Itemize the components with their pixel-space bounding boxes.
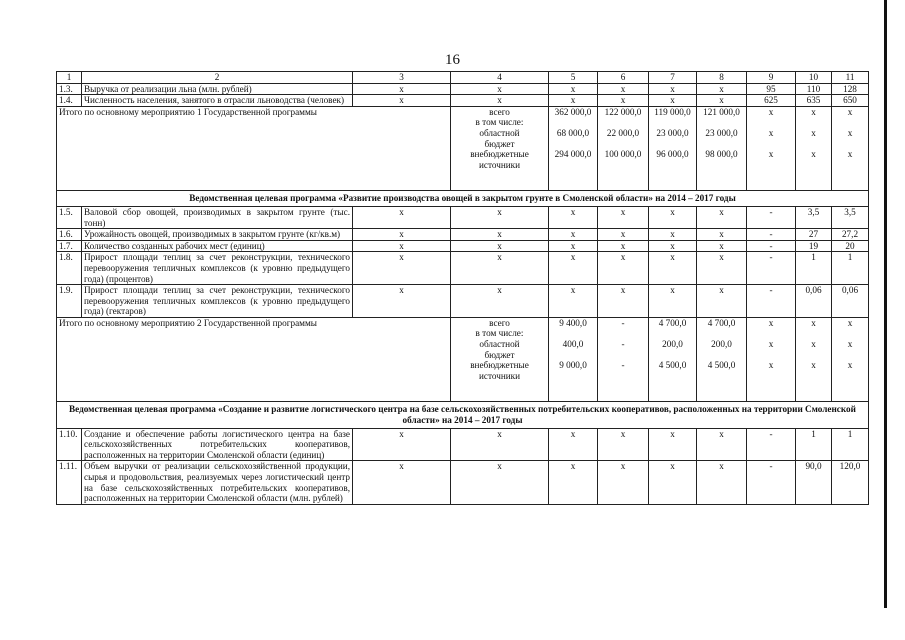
total-line <box>834 328 866 339</box>
total-line <box>834 117 866 128</box>
value-cell: х <box>697 285 747 318</box>
total-value <box>649 317 697 402</box>
value-cell: х <box>549 461 598 504</box>
total-line <box>749 350 793 361</box>
total-line <box>834 139 866 150</box>
total-value <box>549 106 598 191</box>
header-cell: 4 <box>451 72 549 84</box>
total-line <box>600 117 646 128</box>
total-line <box>651 350 694 361</box>
total-line <box>551 139 595 150</box>
table-row <box>57 285 869 318</box>
total-line <box>600 350 646 361</box>
value-cell: х <box>649 285 697 318</box>
total-value <box>549 317 598 402</box>
total-line: источники <box>478 370 521 381</box>
value-cell: х <box>549 83 598 95</box>
funding-source <box>451 106 549 191</box>
total-label: Итого по основному мероприятию 2 Государственной программы <box>57 317 451 402</box>
total-line <box>651 139 694 150</box>
total-line <box>699 350 744 361</box>
header-cell: 10 <box>796 72 832 84</box>
total-line: 200,0 <box>662 339 683 350</box>
total-line <box>699 371 744 382</box>
total-row <box>57 317 869 402</box>
value-cell: х <box>549 229 598 241</box>
total-line: х <box>811 106 816 117</box>
header-cell: 8 <box>697 72 747 84</box>
total-line: 68 000,0 <box>556 127 590 138</box>
value-cell: 1 <box>832 428 869 461</box>
value-cell: 635 <box>796 95 832 107</box>
total-line: 23 000,0 <box>705 127 738 138</box>
table-row <box>57 252 869 285</box>
total-line: х <box>847 149 853 160</box>
value-cell: х <box>649 428 697 461</box>
total-line: всего <box>489 317 510 328</box>
value-cell: - <box>747 285 796 318</box>
value-cell: х <box>451 461 549 504</box>
total-line <box>699 117 744 128</box>
header-cell: 5 <box>549 72 598 84</box>
value-cell: 1 <box>796 428 832 461</box>
table-row <box>57 461 869 504</box>
value-cell: 0,06 <box>796 285 832 318</box>
value-cell: х <box>697 95 747 107</box>
value-cell: 625 <box>747 95 796 107</box>
value-cell: х <box>649 206 697 228</box>
value-cell: х <box>353 428 451 461</box>
value-cell: х <box>549 252 598 285</box>
total-line: х <box>768 360 774 371</box>
value-cell: х <box>598 206 649 228</box>
total-line <box>551 328 595 339</box>
total-line <box>834 350 866 361</box>
total-line <box>798 371 829 382</box>
funding-source <box>451 317 549 402</box>
value-cell: 650 <box>832 95 869 107</box>
value-cell: х <box>549 95 598 107</box>
total-line: 4 500,0 <box>707 360 736 371</box>
total-line: всего <box>489 106 510 117</box>
table-row <box>57 240 869 252</box>
total-value <box>747 106 796 191</box>
total-line <box>651 117 694 128</box>
indicator-name: Валовой сбор овощей, производимых в закрытом грунте (тыс. тонн) <box>82 206 353 228</box>
value-cell: х <box>353 285 451 318</box>
value-cell: 90,0 <box>796 461 832 504</box>
value-cell: х <box>598 240 649 252</box>
row-number: 1.5. <box>57 206 82 228</box>
total-line: 96 000,0 <box>656 149 689 160</box>
value-cell: х <box>697 229 747 241</box>
value-cell: х <box>353 206 451 228</box>
total-line: х <box>847 106 853 117</box>
total-line: 200,0 <box>711 339 732 350</box>
value-cell: х <box>353 83 451 95</box>
total-line: х <box>847 360 853 371</box>
total-line: 119 000,0 <box>654 106 691 117</box>
total-row <box>57 106 869 191</box>
value-cell: х <box>598 252 649 285</box>
total-line <box>749 328 793 339</box>
total-line: х <box>847 127 853 138</box>
section-row <box>57 191 869 207</box>
row-number: 1.10. <box>57 428 82 461</box>
total-line: 9 000,0 <box>559 360 587 371</box>
total-line: 4 700,0 <box>707 317 736 328</box>
total-line <box>551 350 595 361</box>
value-cell: 110 <box>796 83 832 95</box>
row-number: 1.3. <box>57 83 82 95</box>
total-line: 362 000,0 <box>554 106 592 117</box>
total-line: источники <box>478 159 521 170</box>
value-cell: х <box>451 83 549 95</box>
value-cell: х <box>649 252 697 285</box>
table-row <box>57 95 869 107</box>
value-cell: 0,06 <box>832 285 869 318</box>
value-cell: - <box>747 428 796 461</box>
row-number: 1.8. <box>57 252 82 285</box>
value-cell: 120,0 <box>832 461 869 504</box>
value-cell: х <box>451 285 549 318</box>
value-cell: х <box>649 95 697 107</box>
total-line <box>699 160 744 171</box>
indicator-name: Количество созданных рабочих мест (единиц) <box>82 240 353 252</box>
value-cell: 1 <box>832 252 869 285</box>
value-cell: 20 <box>832 240 869 252</box>
total-value <box>598 317 649 402</box>
total-line: х <box>847 317 853 328</box>
total-value <box>832 317 869 402</box>
total-line <box>798 160 829 171</box>
value-cell: х <box>649 229 697 241</box>
header-cell: 1 <box>57 72 82 84</box>
total-line <box>798 328 829 339</box>
total-line: в том числе: <box>475 328 524 339</box>
total-line: х <box>768 317 774 328</box>
total-value <box>697 106 747 191</box>
row-number: 1.4. <box>57 95 82 107</box>
total-line <box>699 139 744 150</box>
total-line: 23 000,0 <box>656 127 689 138</box>
section-title-3: Ведомственная целевая программа «Создание и развитие логистического центра на базе сельскохозяйственных потребительских кооперативов, расположенных на территории Смоленской области» на 2014 – 2017 годы <box>57 402 869 428</box>
indicator-name: Объем выручки от реализации сельскохозяйственной продукции, сырья и продовольствия, реализуемых через логистический центр на базе сельскохозяйственных потребительских кооперативов, расположенных на территории Смоленской области (млн. рублей) <box>82 461 353 504</box>
table-row <box>57 83 869 95</box>
value-cell: х <box>649 83 697 95</box>
total-line <box>699 328 744 339</box>
header-row <box>57 72 869 84</box>
value-cell: х <box>697 461 747 504</box>
total-line: 100 000,0 <box>604 149 642 160</box>
value-cell: х <box>697 83 747 95</box>
value-cell: х <box>598 285 649 318</box>
total-line: х <box>811 339 816 350</box>
total-line <box>651 371 694 382</box>
value-cell: 3,5 <box>832 206 869 228</box>
total-value <box>697 317 747 402</box>
indicator-name: Создание и обеспечение работы логистического центра на базе сельскохозяйственных потребительских кооперативов, расположенных на территории Смоленской области (единиц) <box>82 428 353 461</box>
total-line <box>834 160 866 171</box>
header-cell: 3 <box>353 72 451 84</box>
value-cell: х <box>549 206 598 228</box>
header-cell: 2 <box>82 72 353 84</box>
total-line: х <box>811 127 816 138</box>
total-line <box>600 139 646 150</box>
total-line: 294 000,0 <box>554 149 592 160</box>
value-cell: х <box>451 229 549 241</box>
value-cell: х <box>451 252 549 285</box>
total-line: 121 000,0 <box>703 106 740 117</box>
value-cell: х <box>697 252 747 285</box>
value-cell: - <box>747 461 796 504</box>
total-line: х <box>768 127 774 138</box>
total-line <box>798 117 829 128</box>
value-cell: х <box>697 206 747 228</box>
value-cell: х <box>353 240 451 252</box>
total-line: х <box>768 339 774 350</box>
value-cell: х <box>549 428 598 461</box>
total-line: - <box>621 317 625 328</box>
value-cell: х <box>451 95 549 107</box>
total-line: внебюджетные <box>470 149 529 160</box>
indicators-table <box>56 71 869 505</box>
margin-bar <box>884 0 887 608</box>
total-line <box>749 117 793 128</box>
total-value <box>747 317 796 402</box>
value-cell: х <box>451 240 549 252</box>
total-line: х <box>768 106 774 117</box>
value-cell: х <box>353 95 451 107</box>
total-line <box>749 371 793 382</box>
total-label: Итого по основному мероприятию 1 Государственной программы <box>57 106 451 191</box>
total-line <box>651 160 694 171</box>
page-number: 16 <box>445 52 460 68</box>
value-cell: 95 <box>747 83 796 95</box>
total-2 <box>57 317 869 402</box>
value-cell: х <box>598 229 649 241</box>
value-cell: х <box>549 285 598 318</box>
total-line: 9 400,0 <box>559 317 587 328</box>
value-cell: 1 <box>796 252 832 285</box>
total-line <box>798 139 829 150</box>
value-cell: - <box>747 206 796 228</box>
total-line <box>749 160 793 171</box>
total-value <box>796 106 832 191</box>
rows-bot <box>57 428 869 504</box>
total-value <box>598 106 649 191</box>
total-value <box>649 106 697 191</box>
total-line: областной <box>479 127 520 138</box>
total-line: внебюджетные <box>470 360 529 371</box>
total-line <box>551 117 595 128</box>
total-line: бюджет <box>484 349 515 360</box>
indicator-name: Прирост площади теплиц за счет реконструкции, технического перевооружения тепличных комплексов (к уровню предыдущего года) (гектаров) <box>82 285 353 318</box>
rows-top <box>57 83 869 106</box>
value-cell: х <box>697 428 747 461</box>
total-line: х <box>847 339 853 350</box>
total-line <box>600 371 646 382</box>
total-1 <box>57 106 869 191</box>
indicator-name: Выручка от реализации льна (млн. рублей) <box>82 83 353 95</box>
total-line <box>600 328 646 339</box>
total-line: бюджет <box>484 138 515 149</box>
value-cell: х <box>697 240 747 252</box>
total-line: областной <box>479 339 520 350</box>
total-line <box>834 371 866 382</box>
total-line <box>749 139 793 150</box>
rows-mid <box>57 206 869 317</box>
total-line: х <box>768 149 774 160</box>
total-line: 4 500,0 <box>658 360 687 371</box>
value-cell: 128 <box>832 83 869 95</box>
total-line: 122 000,0 <box>604 106 642 117</box>
value-cell: х <box>598 461 649 504</box>
value-cell: х <box>649 240 697 252</box>
total-line: 22 000,0 <box>606 127 640 138</box>
header-cell: 7 <box>649 72 697 84</box>
value-cell: х <box>353 229 451 241</box>
value-cell: х <box>549 240 598 252</box>
total-line: х <box>811 317 816 328</box>
value-cell: х <box>451 428 549 461</box>
indicator-name: Прирост площади теплиц за счет реконструкции, технического перевооружения тепличных комплексов (к уровню предыдущего года) (процентов) <box>82 252 353 285</box>
header-cell: 11 <box>832 72 869 84</box>
table-row <box>57 229 869 241</box>
total-line: х <box>811 360 816 371</box>
indicator-name: Урожайность овощей, производимых в закрытом грунте (кг/кв.м) <box>82 229 353 241</box>
value-cell: х <box>598 83 649 95</box>
value-cell: х <box>598 428 649 461</box>
total-line: 400,0 <box>562 339 584 350</box>
total-line: в том числе: <box>475 117 524 128</box>
total-line <box>551 371 595 382</box>
row-number: 1.9. <box>57 285 82 318</box>
value-cell: х <box>649 461 697 504</box>
total-line <box>798 350 829 361</box>
value-cell: 3,5 <box>796 206 832 228</box>
value-cell: х <box>598 95 649 107</box>
value-cell: - <box>747 229 796 241</box>
total-line: - <box>621 360 625 371</box>
value-cell: х <box>451 206 549 228</box>
total-line: 4 700,0 <box>658 317 687 328</box>
value-cell: 27 <box>796 229 832 241</box>
table-row <box>57 428 869 461</box>
total-value <box>796 317 832 402</box>
indicator-name: Численность населения, занятого в отрасли льноводства (человек) <box>82 95 353 107</box>
header-cell: 9 <box>747 72 796 84</box>
total-line: - <box>621 339 625 350</box>
header-cell: 6 <box>598 72 649 84</box>
value-cell: 27,2 <box>832 229 869 241</box>
table-row <box>57 206 869 228</box>
value-cell: 19 <box>796 240 832 252</box>
total-value <box>832 106 869 191</box>
row-number: 1.11. <box>57 461 82 504</box>
total-line: 98 000,0 <box>705 149 738 160</box>
value-cell: х <box>353 252 451 285</box>
section-row <box>57 402 869 428</box>
value-cell: х <box>353 461 451 504</box>
total-line <box>551 160 595 171</box>
row-number: 1.6. <box>57 229 82 241</box>
total-line: х <box>811 149 816 160</box>
value-cell: - <box>747 240 796 252</box>
value-cell: - <box>747 252 796 285</box>
total-line <box>651 328 694 339</box>
row-number: 1.7. <box>57 240 82 252</box>
total-line <box>600 160 646 171</box>
section-title-2: Ведомственная целевая программа «Развитие производства овощей в закрытом грунте в Смоленской области» на 2014 – 2017 годы <box>57 191 869 207</box>
